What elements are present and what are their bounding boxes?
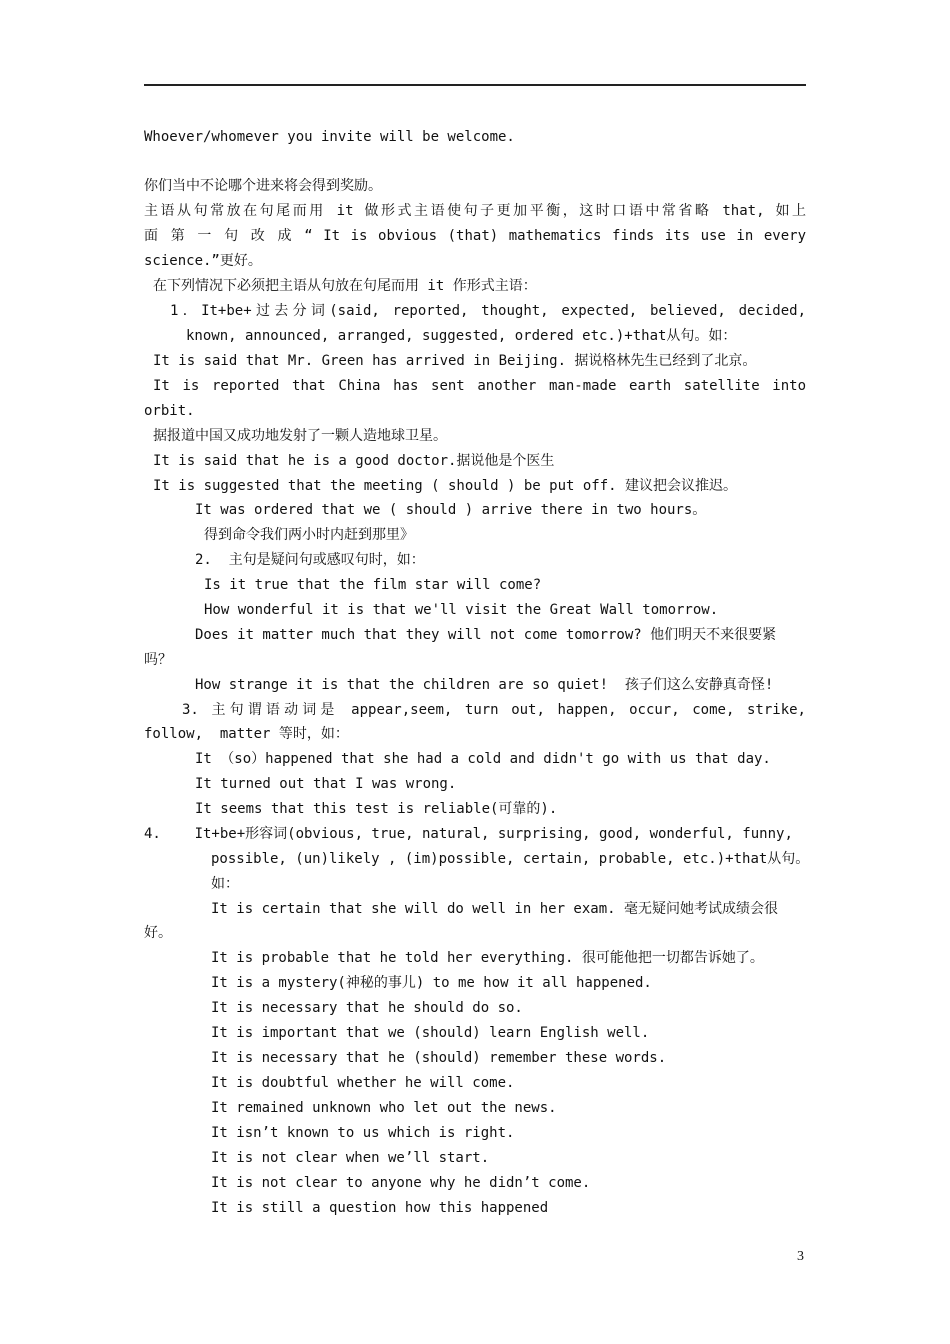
text-line-31: It is certain that she will do well in her exam. 毫无疑问她考试成绩会很 [211, 901, 779, 917]
text-line-34: It is a mystery(神秘的事儿) to me how it all happened. [211, 975, 652, 991]
text-line-40: It isn’t known to us which is right. [211, 1125, 515, 1141]
text-line-2: 你们当中不论哪个进来将会得到奖励。 [144, 178, 382, 194]
text-line-43: It is still a question how this happened [211, 1200, 549, 1216]
text-line-15: It was ordered that we ( should ) arrive there in two hours。 [195, 502, 707, 518]
text-line-1: Whoever/whomever you invite will be welcome. [144, 129, 515, 145]
text-line-6: 在下列情况下必须把主语从句放在句尾而用 it 作形式主语： [153, 278, 537, 294]
header-rule [144, 84, 806, 86]
text-line-32: 好。 [144, 925, 172, 941]
text-line-5: science.”更好。 [144, 253, 262, 269]
text-line-17: 2. 主句是疑问句或感叹句时，如： [195, 552, 425, 568]
text-line-20: Does it matter much that they will not come tomorrow? 他们明天不来很要紧 [195, 627, 777, 643]
text-line-3: 主语从句常放在句尾而用 it 做形式主语使句子更加平衡，这时口语中常省略 that, 如上 [144, 203, 806, 219]
text-line-26: It turned out that I was wrong. [195, 776, 457, 792]
text-line-33: It is probable that he told her everything. 很可能他把一切都告诉她了。 [211, 950, 764, 966]
text-line-7: 1．It+be+过去分词(said, reported, thought, expected, believed, decided, [170, 303, 806, 319]
text-line-16: 得到命令我们两小时内赶到那里》 [204, 527, 414, 543]
text-line-28: 4. It+be+形容词(obvious, true, natural, surprising, good, wonderful, funny, [144, 826, 793, 842]
text-line-12: 据报道中国又成功地发射了一颗人造地球卫星。 [153, 428, 447, 444]
text-line-42: It is not clear to anyone why he didn’t come. [211, 1175, 591, 1191]
text-line-13: It is said that he is a good doctor.据说他是个医生 [153, 453, 555, 469]
text-line-35: It is necessary that he should do so. [211, 1000, 523, 1016]
text-line-23: 3. 主句谓语动词是 appear,seem, turn out, happen, occur, come, strike, [182, 702, 806, 718]
text-line-9: It is said that Mr. Green has arrived in Beijing. 据说格林先生已经到了北京。 [153, 353, 757, 369]
text-line-36: It is important that we (should) learn English well. [211, 1025, 650, 1041]
text-line-24: follow, matter 等时，如： [144, 726, 349, 742]
text-line-39: It remained unknown who let out the news. [211, 1100, 557, 1116]
text-line-37: It is necessary that he (should) remember these words. [211, 1050, 667, 1066]
text-line-18: Is it true that the film star will come? [204, 577, 542, 593]
text-line-4: 面 第 一 句 改 成 “ It is obvious (that) mathematics finds its use in every [144, 228, 806, 244]
text-line-38: It is doubtful whether he will come. [211, 1075, 515, 1091]
text-line-25: It （so）happened that she had a cold and didn't go with us that day. [195, 751, 771, 767]
text-line-30: 如： [211, 876, 239, 892]
text-line-19: How wonderful it is that we'll visit the Great Wall tomorrow. [204, 602, 719, 618]
text-line-8: known, announced, arranged, suggested, ordered etc.)+that从句。如： [186, 328, 737, 344]
text-line-29: possible, (un)likely , (im)possible, certain, probable, etc.)+that从句。 [211, 851, 810, 867]
text-line-22: How strange it is that the children are so quiet! 孩子们这么安静真奇怪! [195, 677, 774, 693]
text-line-11: orbit. [144, 403, 195, 419]
page-number: 3 [797, 1249, 804, 1264]
text-line-41: It is not clear when we’ll start. [211, 1150, 490, 1166]
text-line-10: It is reported that China has sent another man-made earth satellite into [153, 378, 806, 394]
text-line-27: It seems that this test is reliable(可靠的). [195, 801, 558, 817]
text-line-14: It is suggested that the meeting ( should ) be put off. 建议把会议推迟。 [153, 478, 738, 494]
text-line-21: 吗？ [144, 652, 172, 668]
